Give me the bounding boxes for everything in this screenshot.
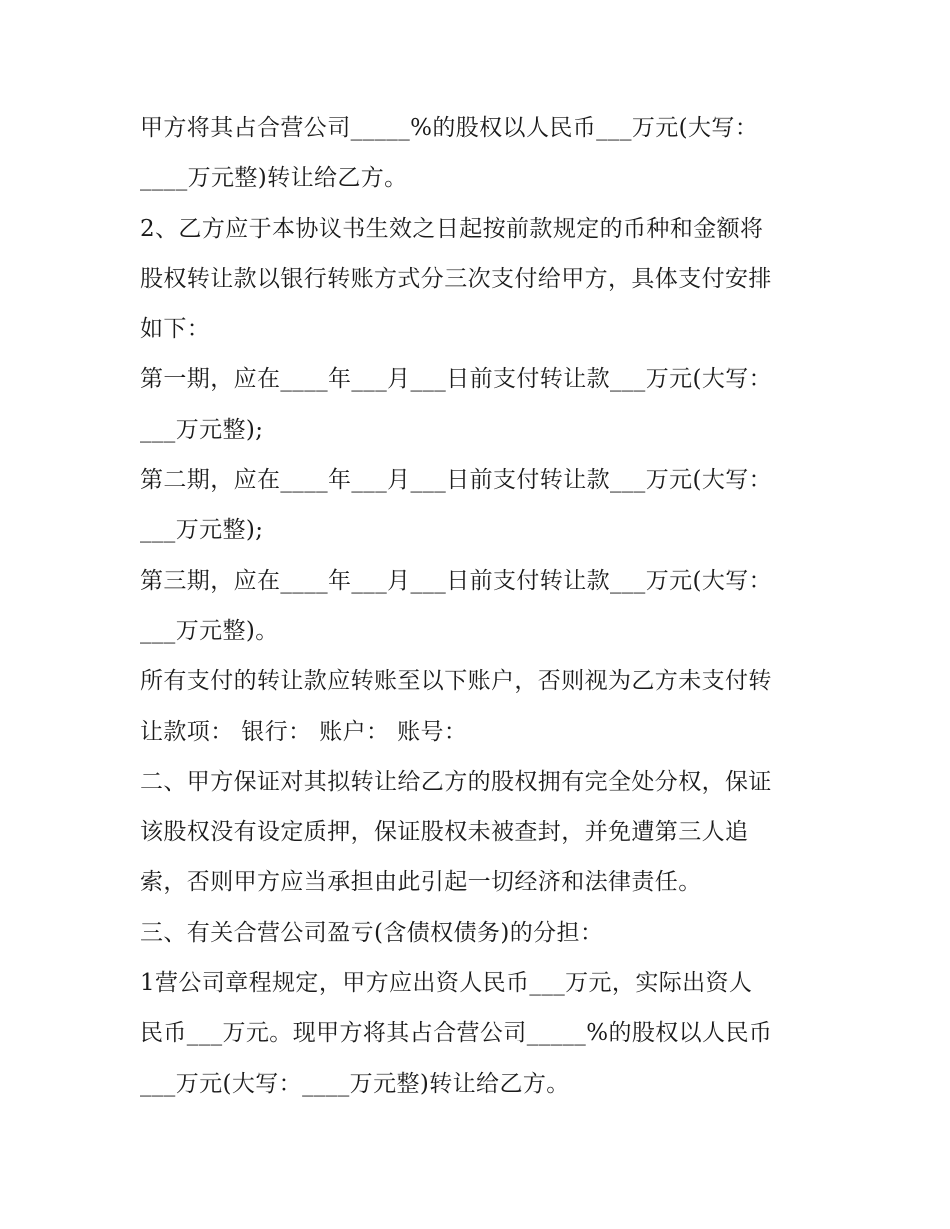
document-body: [140, 103, 820, 1109]
text-line: 股权转让款以银行转账方式分三次支付给甲方，具体支付安排: [140, 265, 772, 292]
text-line: 第二期，应在____年___月___日前支付转让款___万元(大写：: [140, 467, 773, 494]
text-line: 三、有关合营公司盈亏(含债权债务)的分担：: [140, 919, 604, 946]
text-line: 索，否则甲方应当承担由此引起一切经济和法律责任。: [140, 869, 702, 896]
text-line: 所有支付的转让款应转账至以下账户，否则视为乙方未支付转: [140, 668, 772, 695]
text-line: 1营公司章程规定，甲方应出资人民币___万元，实际出资人: [140, 970, 753, 997]
text-line: ___万元(大写：____万元整)转让给乙方。: [140, 1070, 570, 1097]
text-line: ___万元整);: [140, 416, 264, 443]
text-line: 甲方将其占合营公司_____%的股权以人民币___万元(大写：: [140, 115, 759, 141]
text-line: ___万元整);: [140, 517, 264, 544]
text-line: 二、甲方保证对其拟转让给乙方的股权拥有完全处分权，保证: [140, 768, 772, 795]
text-line: 民币___万元。现甲方将其占合营公司_____%的股权以人民币: [140, 1020, 773, 1047]
text-line: 2、乙方应于本协议书生效之日起按前款规定的币种和金额将: [140, 215, 764, 242]
text-line: ____万元整)转让给乙方。: [140, 165, 408, 192]
text-line: 第三期，应在____年___月___日前支付转让款___万元(大写：: [140, 567, 773, 594]
text-line: 如下：: [140, 316, 211, 343]
text-line: 第一期，应在____年___月___日前支付转让款___万元(大写：: [140, 366, 773, 393]
text-line: 该股权没有设定质押，保证股权未被查封，并免遭第三人追: [140, 819, 749, 846]
text-line: 让款项： 银行： 账户： 账号：: [140, 718, 468, 745]
text-line: ___万元整)。: [140, 617, 279, 644]
